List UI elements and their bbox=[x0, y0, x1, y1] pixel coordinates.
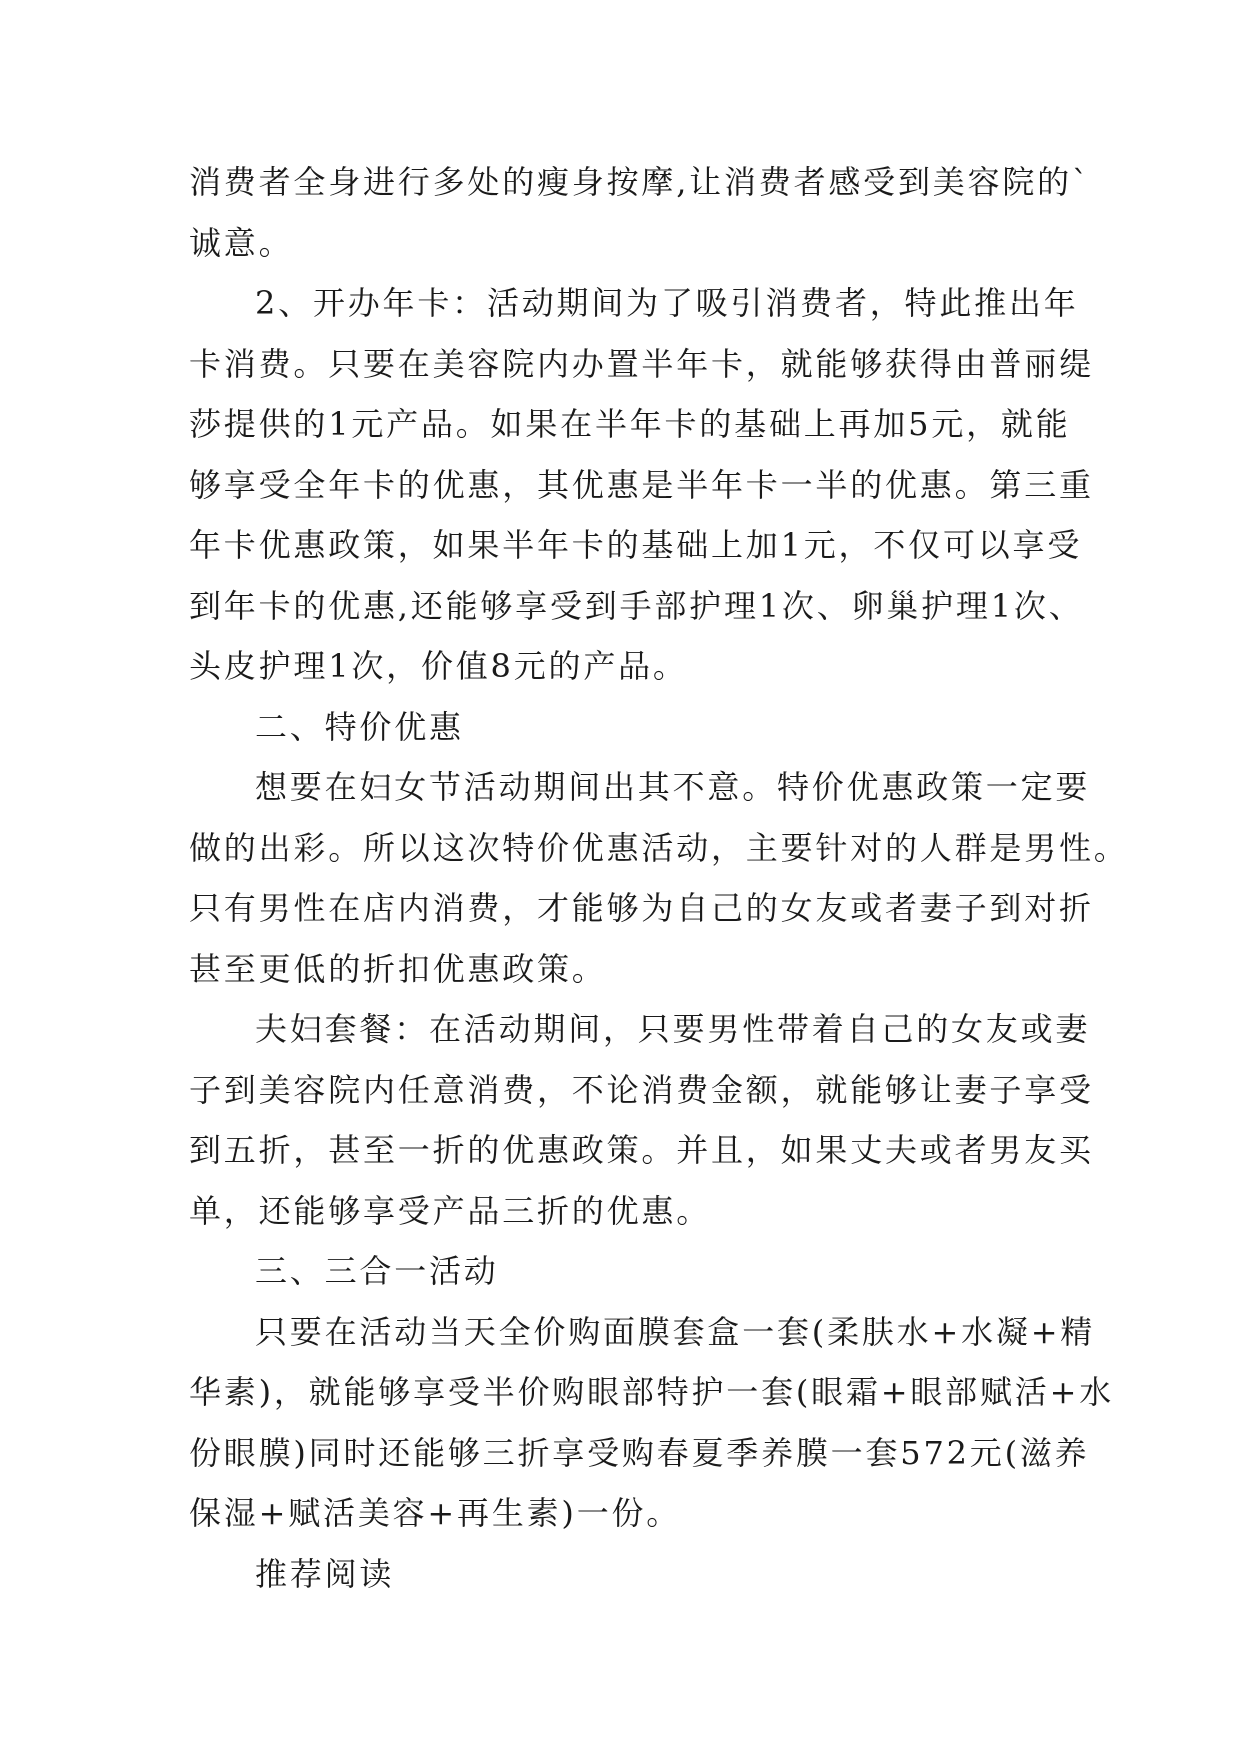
paragraph-start-line: 想要在妇女节活动期间出其不意。特价优惠政策一定要 bbox=[255, 768, 1091, 806]
text-line: 保湿+赋活美容+再生素)一份。 bbox=[189, 1494, 682, 1532]
text-line: 够享受全年卡的优惠，其优惠是半年卡一半的优惠。第三重 bbox=[189, 465, 1094, 504]
document-body bbox=[189, 152, 1129, 1604]
text-line: 只有男性在店内消费，才能够为自己的女友或者妻子到对折 bbox=[189, 889, 1094, 927]
text-line: 单，还能够享受产品三折的优惠。 bbox=[189, 1191, 712, 1230]
text-line: 甚至更低的折扣优惠政策。 bbox=[189, 949, 607, 988]
text-line: 到年卡的优惠,还能够享受到手部护理1次、卵巢护理1次、 bbox=[189, 586, 1084, 625]
paragraph-start-line: 2、开办年卡：活动期间为了吸引消费者，特此推出年 bbox=[255, 284, 1079, 322]
text-line: 到五折，甚至一折的优惠政策。并且，如果丈夫或者男友买 bbox=[189, 1131, 1094, 1169]
text-line: 头皮护理1次，价值8元的产品。 bbox=[189, 647, 688, 685]
recommended-reading-heading: 推荐阅读 bbox=[255, 1554, 395, 1593]
text-line: 卡消费。只要在美容院内办置半年卡，就能够获得由普丽缇 bbox=[189, 344, 1094, 383]
text-line: 消费者全身进行多处的瘦身按摩,让消费者感受到美容院的` bbox=[189, 163, 1091, 201]
text-line: 诚意。 bbox=[189, 223, 294, 262]
text-line: 莎提供的1元产品。如果在半年卡的基础上再加5元，就能 bbox=[189, 405, 1071, 443]
section-heading: 三、三合一活动 bbox=[255, 1252, 499, 1290]
paragraph-start-line: 夫妇套餐：在活动期间，只要男性带着自己的女友或妻 bbox=[255, 1010, 1091, 1048]
text-line: 份眼膜)同时还能够三折享受购春夏季养膜一套572元(滋养 bbox=[189, 1433, 1090, 1472]
text-line: 子到美容院内任意消费，不论消费金额，就能够让妻子享受 bbox=[189, 1070, 1094, 1109]
paragraph-start-line: 只要在活动当天全价购面膜套盒一套(柔肤水+水凝+精 bbox=[255, 1312, 1096, 1351]
text-line: 做的出彩。所以这次特价优惠活动，主要针对的人群是男性。 bbox=[189, 828, 1129, 867]
text-line: 年卡优惠政策，如果半年卡的基础上加1元，不仅可以享受 bbox=[189, 526, 1083, 564]
section-heading: 二、特价优惠 bbox=[255, 707, 464, 746]
text-line: 华素)，就能够享受半价购眼部特护一套(眼霜+眼部赋活+水 bbox=[189, 1373, 1114, 1411]
